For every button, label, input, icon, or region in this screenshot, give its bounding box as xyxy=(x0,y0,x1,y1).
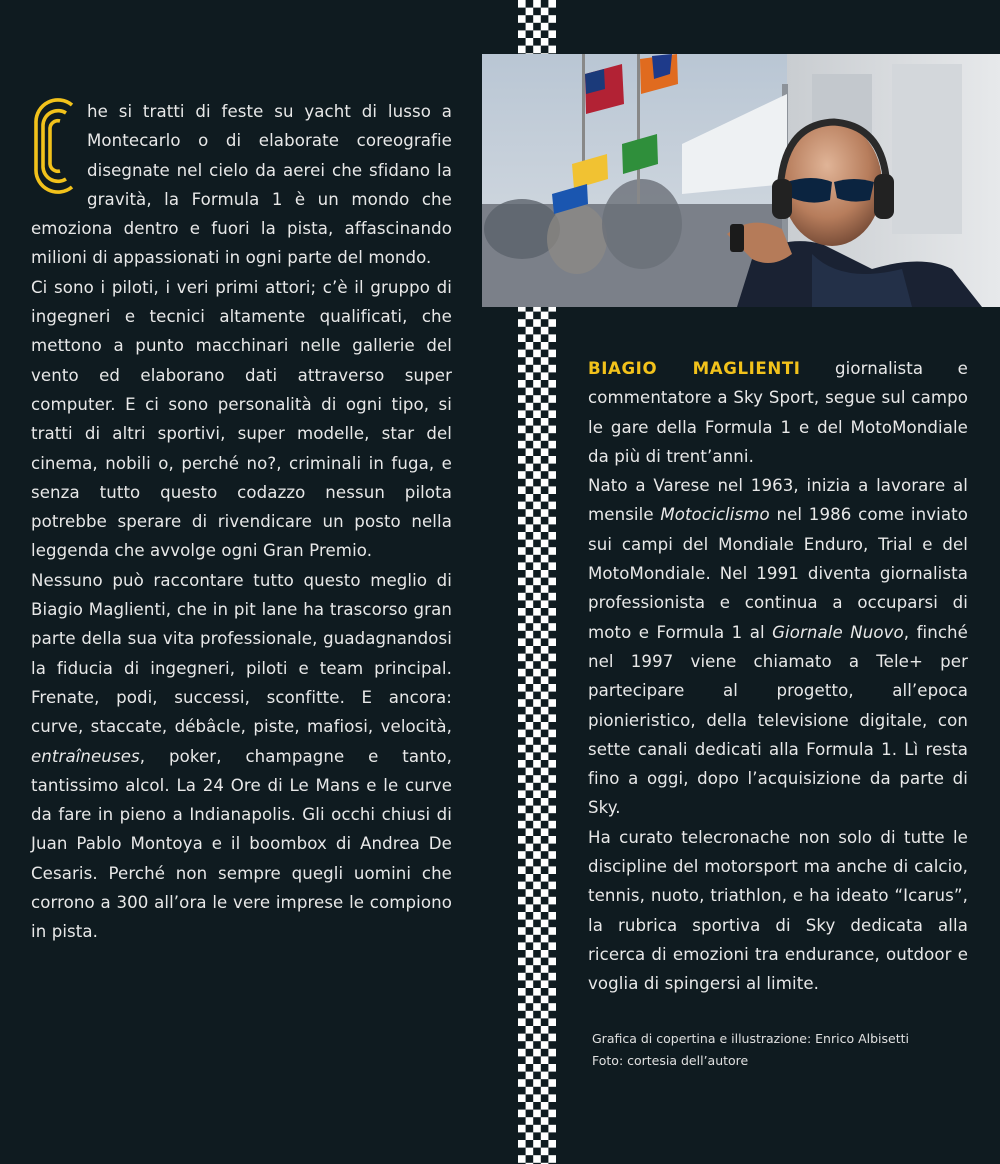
text-run: nel 1986 come inviato sui campi del Mondiale Enduro, Trial e del MotoMondiale. Nel 1991 diventa giornalista professionista e continua a occuparsi di moto e Formula 1 al xyxy=(588,505,968,642)
text-run: , poker, champagne e tanto, tantissimo alcol. La 24 Ore di Le Mans e le curve da fare in pieno a Indianapolis. Gli occhi chiusi di Juan Pablo Montoya e il boombox di Andrea De Cesaris. Perché non sempre quegli uomini che corrono a 300 all’ora le vere imprese le compiono in pista. xyxy=(31,746,452,942)
text-run: , finché nel 1997 viene chiamato a Tele+ per partecipare al progetto, all’epoca pionieristico, della televisione digitale, con sette canali dedicati alla Formula 1. Lì resta fino a oggi, dopo l’acquisizione da parte di Sky. xyxy=(588,622,968,818)
photo-credit: Foto: cortesia dell’autore xyxy=(592,1053,749,1068)
paragraph-bio-career xyxy=(588,471,968,823)
book-blurb xyxy=(31,97,452,947)
paragraph-storyteller xyxy=(31,566,452,947)
paragraph-intro xyxy=(31,97,452,273)
italic-text: Giornale Nuovo xyxy=(772,622,904,642)
text-run: Nessuno può raccontare tutto questo meglio di Biagio Maglienti, che in pit lane ha trascorso gran parte della sua vita professionale, guadagnandosi la fiducia di ingegneri, piloti e team principal. Frenate, podi, successi, sconfitte. E ancora: curve, staccate, débâcle, piste, mafiosi, velocità, xyxy=(31,570,452,737)
italic-text: entraîneuses xyxy=(31,746,140,766)
paragraph-bio-tv xyxy=(588,823,968,999)
paragraph-bio-intro xyxy=(588,354,968,471)
text-run: he si tratti di feste su yacht di lusso a Montecarlo o di elaborate coreografie disegnate nel cielo da aerei che sfidano la gravità, la Formula 1 è un mondo che emoziona dentro e fuori la pista, affascinando milioni di appassionati in ogni parte del mondo. xyxy=(31,102,452,268)
italic-text: Motociclismo xyxy=(660,505,770,525)
cover-design-credit: Grafica di copertina e illustrazione: Enrico Albisetti xyxy=(592,1031,909,1046)
dropcap-letter xyxy=(30,93,79,199)
text-run: Nato a Varese nel 1963, inizia a lavorare al mensile xyxy=(588,476,968,525)
text-run: giornalista e commentatore a Sky Sport, segue sul campo le gare della Formula 1 e del MotoMondiale da più di trent’anni. xyxy=(588,359,968,466)
author-bio xyxy=(588,354,968,999)
text-run: Ha curato telecronache non solo di tutte le discipline del motorsport ma anche di calcio, tennis, nuoto, triathlon, e ha ideato “Icarus”, la rubrica sportiva di Sky dedicata alla ricerca di emozioni tra endurance, outdoor e voglia di spingersi al limite. xyxy=(588,827,968,994)
credits xyxy=(592,1028,972,1072)
paragraph-actors xyxy=(31,273,452,566)
text-run: Ci sono i piloti, i veri primi attori; c’è il gruppo di ingegneri e tecnici altamente qualificati, che mettono a punto macchinari nelle gallerie del vento ed elaborano dati attraverso super computer. E ci sono personalità di ogni tipo, si tratti di altri sportivi, super modelle, star del cinema, nobili o, perché no?, criminali in fuga, e senza tutto questo codazzo nessun pilota potrebbe sperare di rivendicare un posto nella leggenda che avvolge ogni Gran Premio. xyxy=(31,277,452,561)
author-name: BIAGIO MAGLIENTI xyxy=(588,359,801,378)
author-photo xyxy=(482,54,1000,307)
